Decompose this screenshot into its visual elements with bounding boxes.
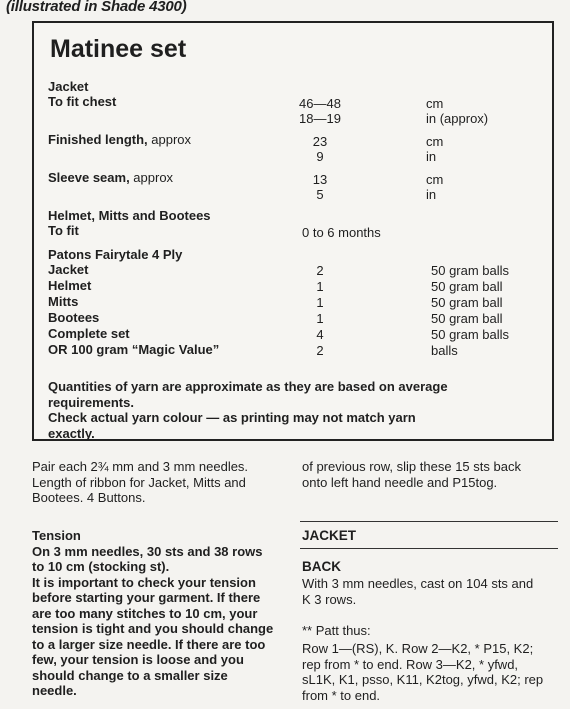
needles-line: Bootees. 4 Buttons. bbox=[32, 490, 146, 505]
tension-line: to 10 cm (stocking st). bbox=[32, 559, 170, 574]
note-line: requirements. bbox=[48, 394, 134, 410]
hmb-fit-label: To fit bbox=[48, 223, 79, 238]
tension-line: few, your tension is loose and you bbox=[32, 652, 244, 667]
tension-line: before starting your garment. If there bbox=[32, 590, 261, 605]
tension-section bbox=[32, 528, 294, 699]
finished-units bbox=[426, 134, 443, 164]
yarn-units bbox=[431, 263, 509, 359]
chest-values bbox=[290, 96, 350, 126]
yarn-count: 2 bbox=[316, 343, 324, 358]
back-line: With 3 mm needles, cast on 104 sts and bbox=[302, 576, 534, 591]
yarn-item: Bootees bbox=[48, 310, 100, 325]
sleeve-seam-bold: Sleeve seam, bbox=[48, 170, 130, 185]
back-heading: BACK bbox=[302, 559, 341, 574]
yarn-count: 2 bbox=[316, 263, 324, 278]
finished-length-suffix: approx bbox=[147, 132, 192, 147]
yarn-unit: 50 gram ball bbox=[431, 279, 503, 294]
finished-in-unit: in bbox=[426, 149, 437, 164]
yarn-count: 1 bbox=[316, 295, 324, 310]
pattern-row-line: from * to end. bbox=[302, 687, 381, 703]
sleeve-in-value: 5 bbox=[316, 187, 324, 202]
tension-line: tension is tight and you should change bbox=[32, 621, 274, 636]
note-line: Quantities of yarn are approximate as they are based on average bbox=[48, 379, 448, 394]
yarn-item: Jacket bbox=[48, 262, 89, 277]
yarn-counts bbox=[290, 263, 350, 359]
jacket-heading: Jacket bbox=[48, 79, 89, 94]
chest-in-value: 18—19 bbox=[299, 111, 341, 126]
finished-cm-unit: cm bbox=[426, 134, 444, 149]
jacket-rule-bottom bbox=[300, 548, 558, 549]
yarn-item: Complete set bbox=[48, 326, 130, 341]
tension-line: should change to a smaller size bbox=[32, 667, 228, 683]
sleeve-seam-label bbox=[48, 170, 173, 185]
pattern-row-line: rep from * to end. Row 3—K2, * yfwd, bbox=[302, 656, 519, 672]
yarn-count: 1 bbox=[316, 311, 324, 326]
needles-text bbox=[32, 459, 294, 506]
tension-line: It is important to check your tension bbox=[32, 574, 256, 590]
sleeve-in-unit: in bbox=[426, 187, 437, 202]
materials-box bbox=[32, 21, 554, 441]
chest-cm-value: 46—48 bbox=[299, 96, 341, 111]
finished-values bbox=[290, 134, 350, 164]
yarn-item: OR 100 gram “Magic Value” bbox=[48, 342, 220, 357]
yarn-notes bbox=[48, 379, 448, 441]
yarn-unit: 50 gram ball bbox=[431, 311, 503, 326]
tension-line: needle. bbox=[32, 683, 77, 698]
yarn-item: Helmet bbox=[48, 278, 92, 293]
yarn-heading: Patons Fairytale 4 Ply bbox=[48, 247, 183, 262]
yarn-unit: balls bbox=[431, 343, 458, 358]
chest-label: To fit chest bbox=[48, 94, 117, 109]
hmb-heading: Helmet, Mitts and Bootees bbox=[48, 208, 211, 223]
pattern-row-line: Row 1—(RS), K. Row 2—K2, * P15, K2; bbox=[302, 641, 534, 656]
tension-heading: Tension bbox=[32, 528, 81, 543]
sleeve-cm-unit: cm bbox=[426, 172, 444, 187]
note-line: exactly. bbox=[48, 425, 95, 441]
tension-line: On 3 mm needles, 30 sts and 38 rows bbox=[32, 543, 263, 559]
finished-in-value: 9 bbox=[316, 149, 324, 164]
chest-in-unit: in (approx) bbox=[426, 111, 489, 126]
yarn-count: 4 bbox=[316, 327, 324, 342]
yarn-count: 1 bbox=[316, 279, 324, 294]
tension-line: are too many stitches to 10 cm, your bbox=[32, 605, 258, 621]
finished-length-bold: Finished length, bbox=[48, 132, 148, 147]
patt-heading: ** Patt thus: bbox=[302, 623, 371, 638]
yarn-items bbox=[48, 262, 219, 358]
shade-caption: (illustrated in Shade 4300) bbox=[6, 0, 187, 15]
finished-cm-value: 23 bbox=[312, 134, 328, 149]
yarn-unit: 50 gram ball bbox=[431, 295, 503, 310]
back-line: K 3 rows. bbox=[302, 591, 357, 607]
chest-units bbox=[426, 96, 488, 126]
hmb-fit-value: 0 to 6 months bbox=[302, 225, 381, 240]
pattern-title: Matinee set bbox=[50, 35, 187, 63]
jacket-heading-main: JACKET bbox=[302, 528, 357, 543]
previous-row-line: onto left hand needle and P15tog. bbox=[302, 474, 498, 490]
pattern-row-line: sL1K, K1, psso, K11, K2tog, yfwd, K2; rep bbox=[302, 672, 544, 687]
finished-length-label bbox=[48, 132, 191, 147]
previous-row-text bbox=[302, 459, 562, 490]
note-line: Check actual yarn colour — as printing may not match yarn bbox=[48, 410, 416, 425]
sleeve-units bbox=[426, 172, 443, 202]
sleeve-seam-suffix: approx bbox=[129, 170, 174, 185]
tension-line: to a larger size needle. If there are too bbox=[32, 636, 266, 652]
sleeve-values bbox=[290, 172, 350, 202]
needles-line: Length of ribbon for Jacket, Mitts and bbox=[32, 474, 246, 490]
chest-cm-unit: cm bbox=[426, 96, 444, 111]
back-cast-on bbox=[302, 576, 562, 607]
yarn-unit: 50 gram balls bbox=[431, 327, 510, 342]
pattern-rows bbox=[302, 641, 564, 703]
sleeve-cm-value: 13 bbox=[312, 172, 328, 187]
yarn-unit: 50 gram balls bbox=[431, 263, 510, 278]
yarn-item: Mitts bbox=[48, 294, 79, 309]
previous-row-line: of previous row, slip these 15 sts back bbox=[302, 459, 521, 474]
jacket-rule-top bbox=[300, 521, 558, 522]
needles-line: Pair each 2¾ mm and 3 mm needles. bbox=[32, 459, 249, 474]
